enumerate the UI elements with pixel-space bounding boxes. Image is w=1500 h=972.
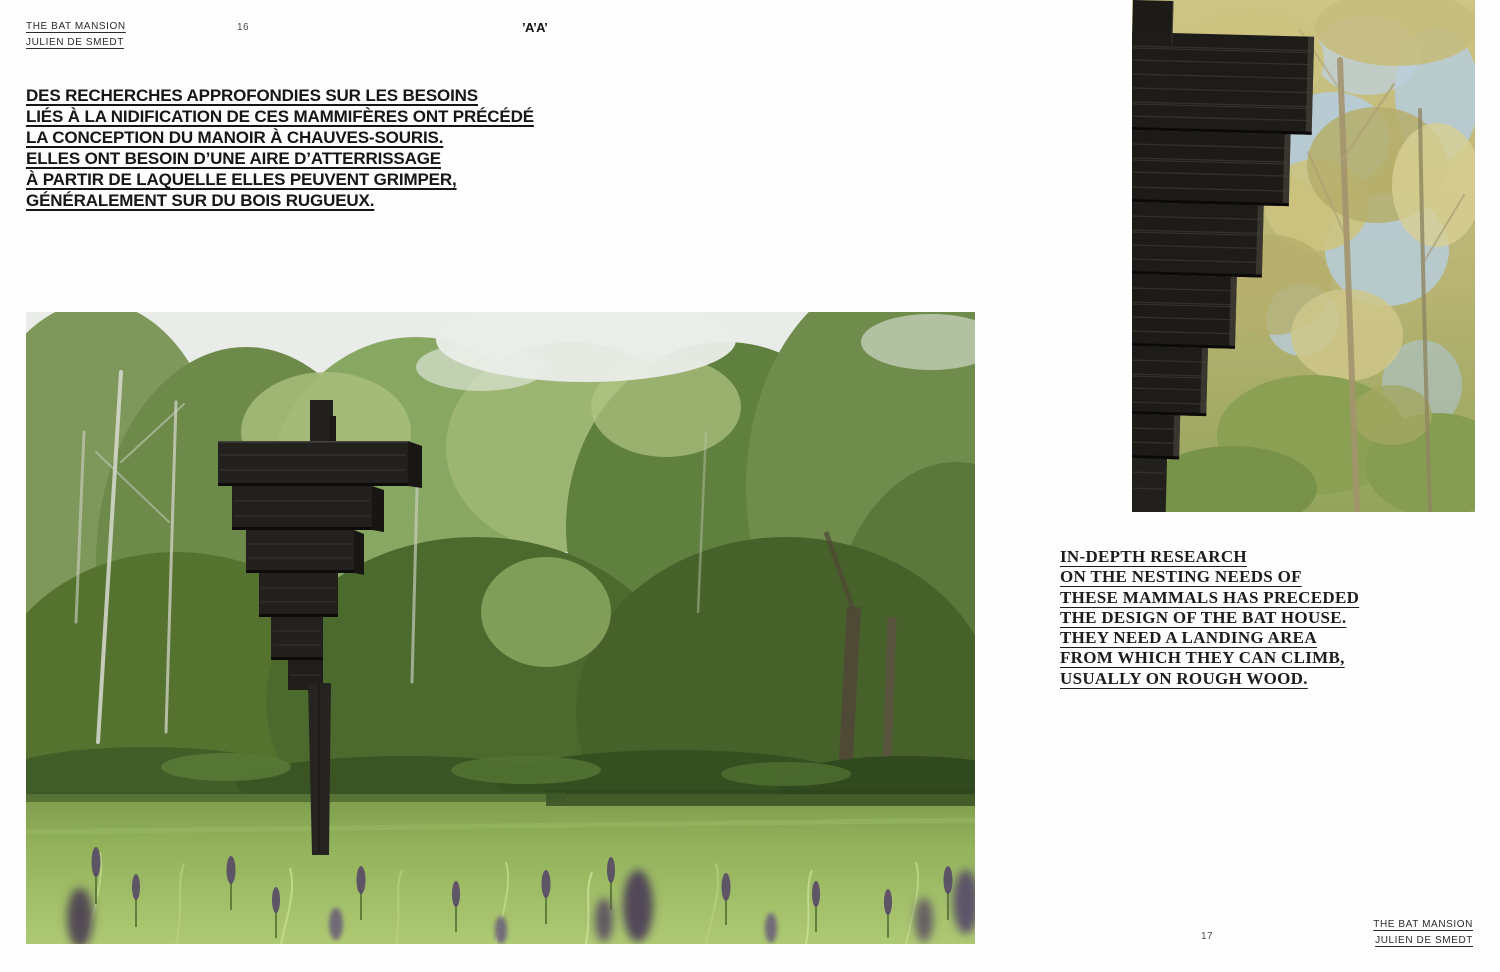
footer-title: THE BAT MANSION [1373, 919, 1473, 930]
intro-english-line: ON THE NESTING NEEDS OF [1060, 567, 1302, 587]
intro-english-line: THE DESIGN OF THE BAT HOUSE. [1060, 607, 1347, 627]
bat-house-meadow-photo [26, 312, 975, 944]
aa-magazine-logo: ’A’A’ [522, 20, 548, 35]
page-number-left: 16 [237, 22, 249, 33]
page-header [26, 19, 126, 51]
intro-english-line: USUALLY ON ROUGH WOOD. [1060, 668, 1308, 688]
intro-english-line: FROM WHICH THEY CAN CLIMB, [1060, 648, 1345, 668]
page-footer [1373, 917, 1473, 949]
intro-text-english [1060, 547, 1359, 689]
intro-french-line: À PARTIR DE LAQUELLE ELLES PEUVENT GRIMPER, [26, 170, 457, 189]
intro-french-line: ELLES ONT BESOIN D’UNE AIRE D’ATTERRISSAGE [26, 149, 441, 168]
intro-french-line: GÉNÉRALEMENT SUR DU BOIS RUGUEUX. [26, 191, 375, 210]
header-author: JULIEN DE SMEDT [26, 37, 124, 48]
footer-author: JULIEN DE SMEDT [1375, 935, 1473, 946]
intro-french-line: LA CONCEPTION DU MANOIR À CHAUVES-SOURIS. [26, 128, 444, 147]
page-number-right: 17 [1201, 931, 1213, 942]
header-title: THE BAT MANSION [26, 21, 126, 32]
intro-english-line: THEY NEED A LANDING AREA [1060, 628, 1317, 648]
intro-english-line: IN-DEPTH RESEARCH [1060, 547, 1247, 566]
intro-english-line: THESE MAMMALS HAS PRECEDED [1060, 587, 1360, 607]
bat-house-detail-photo [1132, 0, 1475, 512]
intro-french-line: DES RECHERCHES APPROFONDIES SUR LES BESOINS [26, 86, 478, 105]
intro-french-line: LIÉS À LA NIDIFICATION DE CES MAMMIFÈRES ONT PRÉCÉDÉ [26, 107, 534, 126]
intro-text-french [26, 85, 534, 211]
